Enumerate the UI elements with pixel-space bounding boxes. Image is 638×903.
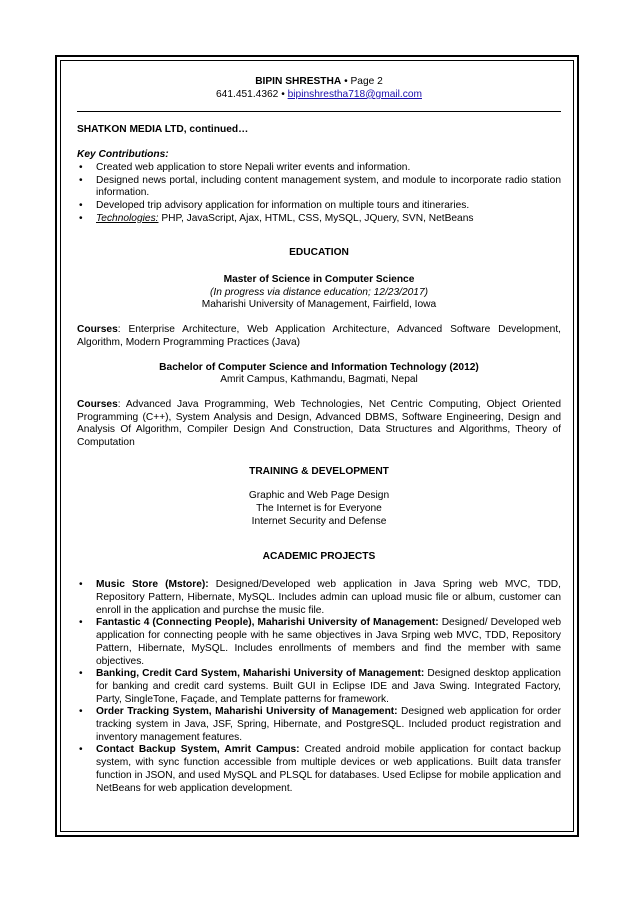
candidate-name: BIPIN SHRESTHA <box>255 76 342 87</box>
training-item: The Internet is for Everyone <box>256 503 382 515</box>
company-heading: SHATKON MEDIA LTD, continued… <box>77 124 249 136</box>
courses-text: : Enterprise Architecture, Web Application Architecture, Advanced Software Development, Algorithm, Modern Programming Practices (Java) <box>77 324 561 348</box>
project-name: Contact Backup System, Amrit Campus: <box>96 744 300 756</box>
training-item: Internet Security and Defense <box>251 515 387 527</box>
bullet-separator: • <box>344 76 348 87</box>
project-desc: Designed/ Developed web application for connecting people with he same objectives in Java Srping web MVC, TDD, Repository Pattern, Hibernate, MySQL. Includes enrollments of members and find the member with same objectives. <box>96 617 562 667</box>
training-heading: TRAINING & DEVELOPMENT <box>249 465 389 477</box>
project-name: Music Store (Mstore): <box>96 579 209 591</box>
bachelors-school: Amrit Campus, Kathmandu, Bagmati, Nepal <box>220 374 418 386</box>
project-item <box>77 706 561 744</box>
header-name-line <box>77 76 561 89</box>
project-desc: Designed desktop application for banking and credit card systems. Built GUI in Eclipse IDE and Java Swing. Integrated Factory, Party, SingleTone, Façade, and Template patterns for framework. <box>96 668 561 705</box>
technologies-label: Technologies: <box>96 212 159 224</box>
email-link[interactable]: bipinshrestha718@gmail.com <box>287 88 422 100</box>
courses-text: : Advanced Java Programming, Web Technologies, Net Centric Computing, Object Oriented Programming (C++), System Analysis and Design, Advanced DBMS, Software Engineering, Design and Analysis Of Algorithm, Compiler Design And Construction, Data Structures and Algorithms, Theory of Computation <box>77 398 561 449</box>
masters-status: (In progress via distance education; 12/23/2017) <box>209 286 429 298</box>
bullet-separator: • <box>281 88 285 100</box>
project-name: Order Tracking System, Maharishi University of Management: <box>96 706 398 718</box>
masters-school: Maharishi University of Management, Fairfield, Iowa <box>201 299 437 311</box>
contributions-list <box>77 162 561 226</box>
project-desc: Designed web application for order tracking system in Java, JSF, Spring, Hibernate, and PostgreSQL. Included product registration and inventory management features. <box>96 706 561 743</box>
project-name: Fantastic 4 (Connecting People), Maharishi University of Management: <box>96 617 439 629</box>
technologies-value: PHP, JavaScript, Ajax, HTML, CSS, MySQL, JQuery, SVN, NetBeans <box>158 212 474 224</box>
project-item <box>77 579 561 617</box>
list-item-technologies <box>77 213 561 226</box>
header-contact-line <box>77 89 561 102</box>
resume-page <box>77 76 561 795</box>
project-desc: Designed/Developed web application in Java Spring web MVC, TDD, Repository Pattern, Hibernate, MySQL. Includes admin can upload music file or album, customer can enroll in the application and purchse the music file. <box>96 579 561 616</box>
masters-courses <box>77 324 561 349</box>
bachelors-degree: Bachelor of Computer Science and Information Technology (2012) <box>159 361 479 373</box>
list-item: • Created web application to store Nepali writer events and information. <box>77 162 561 175</box>
page-number: Page 2 <box>350 76 383 87</box>
header-divider <box>77 111 561 112</box>
project-name: Banking, Credit Card System, Maharishi University of Management: <box>96 668 425 680</box>
courses-label: Courses <box>77 398 118 410</box>
project-item <box>77 617 561 668</box>
list-item: • Developed trip advisory application for information on multiple tours and itineraries. <box>77 200 561 213</box>
masters-degree: Master of Science in Computer Science <box>223 274 415 286</box>
project-desc: Created android mobile application for contact backup system, with sync function accessible from multiple devices or web applications. Built data transfer function in JSON, and used MySQL and PLSQL for databases. Used Eclipse for mobile application and NetBeans for web application development. <box>96 744 561 794</box>
bachelors-courses <box>77 399 561 450</box>
project-item <box>77 668 561 706</box>
list-item: • Designed news portal, including content management system, and module to incorporate radio station information. <box>77 175 561 200</box>
training-item: Graphic and Web Page Design <box>248 490 390 502</box>
projects-list <box>77 579 561 795</box>
projects-heading: ACADEMIC PROJECTS <box>262 550 376 562</box>
contributions-heading: Key Contributions: <box>77 149 169 161</box>
courses-label: Courses <box>77 324 118 336</box>
phone-number: 641.451.4362 <box>216 88 279 100</box>
education-heading: EDUCATION <box>289 247 349 259</box>
project-item <box>77 744 561 795</box>
